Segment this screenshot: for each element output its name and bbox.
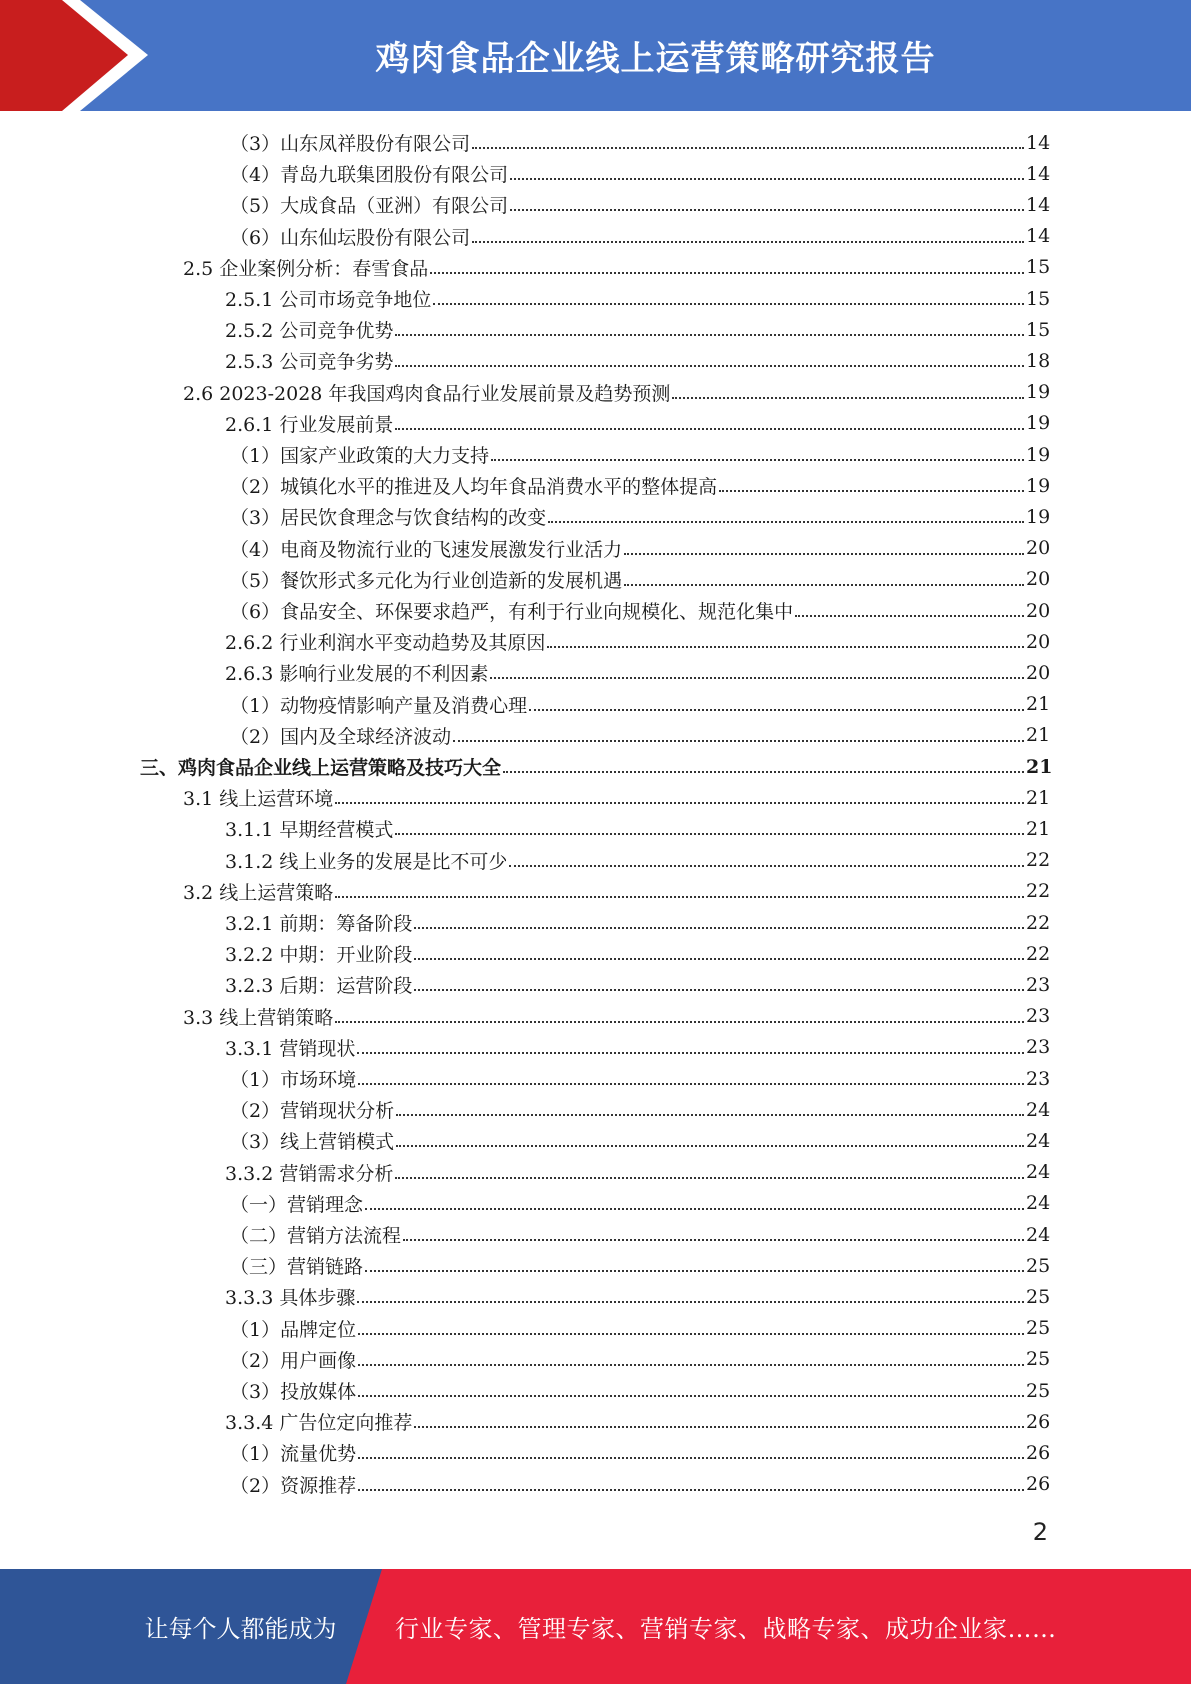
toc-entry[interactable]: [0, 564, 1191, 595]
toc-page-number: 24: [1026, 1192, 1051, 1215]
toc-entry[interactable]: [0, 751, 1191, 782]
footer-slogan-right: 行业专家、管理专家、营销专家、战略专家、成功企业家……: [395, 1615, 1057, 1643]
toc-dot-leader: [414, 926, 1024, 929]
toc-entry[interactable]: [0, 1157, 1191, 1188]
toc-entry[interactable]: [0, 1188, 1191, 1219]
toc-entry-title: 3.2.2 中期：开业阶段: [225, 944, 413, 967]
toc-entry[interactable]: [0, 408, 1191, 439]
toc-dot-leader: [357, 1051, 1024, 1054]
toc-entry-title: （2）营销现状分析: [230, 1100, 395, 1123]
toc-page-number: 15: [1026, 318, 1051, 341]
toc-entry[interactable]: [0, 1344, 1191, 1375]
toc-entry[interactable]: [0, 1032, 1191, 1063]
page-number: 2: [1032, 1518, 1048, 1546]
toc-page-number: 22: [1026, 849, 1051, 872]
toc-entry-title: 2.6.1 行业发展前景: [225, 413, 394, 436]
toc-page-number: 26: [1026, 1410, 1051, 1433]
toc-page-number: 24: [1026, 1129, 1051, 1152]
toc-dot-leader: [395, 832, 1024, 835]
toc-entry[interactable]: [0, 907, 1191, 938]
toc-entry[interactable]: [0, 439, 1191, 470]
toc-page-number: 25: [1026, 1317, 1051, 1340]
toc-dot-leader: [357, 1300, 1024, 1303]
toc-entry[interactable]: [0, 1313, 1191, 1344]
toc-entry-title: 3.3.2 营销需求分析: [225, 1162, 394, 1185]
toc-page-number: 24: [1026, 1223, 1051, 1246]
toc-entry-title: 2.5 企业案例分析：春雪食品: [183, 257, 429, 280]
toc-entry[interactable]: [0, 189, 1191, 220]
toc-entry-title: 三、鸡肉食品企业线上运营策略及技巧大全: [140, 757, 502, 779]
toc-page-number: 19: [1026, 443, 1051, 466]
toc-entry[interactable]: [0, 720, 1191, 751]
toc-entry[interactable]: [0, 1094, 1191, 1125]
toc-page-number: 21: [1026, 693, 1051, 716]
toc-entry[interactable]: [0, 689, 1191, 720]
toc-dot-leader: [472, 146, 1024, 149]
toc-dot-leader: [547, 645, 1024, 648]
toc-entry-title: 3.3 线上营销策略: [183, 1006, 334, 1029]
toc-dot-leader: [335, 895, 1024, 898]
toc-entry[interactable]: [0, 969, 1191, 1000]
toc-dot-leader: [414, 957, 1024, 960]
toc-page-number: 22: [1026, 911, 1051, 934]
toc-dot-leader: [472, 240, 1024, 243]
page-header: [0, 0, 1191, 111]
toc-page-number: 24: [1026, 1161, 1051, 1184]
toc-dot-leader: [335, 1020, 1024, 1023]
toc-dot-leader: [433, 302, 1024, 305]
toc-entry[interactable]: [0, 1001, 1191, 1032]
toc-dot-leader: [453, 739, 1024, 742]
toc-dot-leader: [414, 988, 1024, 991]
toc-entry[interactable]: [0, 283, 1191, 314]
toc-dot-leader: [365, 1207, 1024, 1210]
toc-entry-title: （1）市场环境: [230, 1069, 357, 1091]
toc-entry-title: 3.2 线上运营策略: [183, 881, 334, 904]
toc-entry[interactable]: [0, 501, 1191, 532]
toc-page-number: 25: [1026, 1254, 1051, 1277]
toc-entry-title: 3.3.3 具体步骤: [225, 1287, 356, 1310]
toc-entry-title: 2.6 2023-2028 年我国鸡肉食品行业发展前景及趋势预测: [183, 382, 671, 405]
toc-page-number: 23: [1026, 1067, 1051, 1090]
toc-dot-leader: [719, 489, 1024, 492]
toc-page-number: 22: [1026, 942, 1051, 965]
toc-dot-leader: [365, 1269, 1024, 1272]
toc-entry-title: （2）资源推荐: [230, 1474, 357, 1497]
toc-dot-leader: [529, 708, 1024, 711]
toc-page-number: 25: [1026, 1379, 1051, 1402]
toc-dot-leader: [509, 864, 1024, 867]
toc-entry-title: 3.1.1 早期经营模式: [225, 819, 394, 842]
toc-dot-leader: [430, 271, 1024, 274]
toc-dot-leader: [358, 1456, 1024, 1459]
toc-entry-title: （1）流量优势: [230, 1443, 357, 1466]
toc-entry[interactable]: [0, 1469, 1191, 1500]
toc-entry-title: （2）用户画像: [230, 1349, 357, 1372]
toc-entry[interactable]: [0, 1125, 1191, 1156]
toc-page-number: 21: [1026, 724, 1051, 747]
toc-entry[interactable]: [0, 845, 1191, 876]
toc-dot-leader: [358, 1488, 1024, 1491]
toc-entry-title: （一）营销理念: [230, 1193, 364, 1216]
toc-entry-title: （4）电商及物流行业的飞速发展激发行业活力: [230, 538, 623, 561]
toc-entry-title: （5）大成食品（亚洲）有限公司: [230, 195, 509, 218]
toc-page-number: 15: [1026, 256, 1051, 279]
toc-entry[interactable]: [0, 314, 1191, 345]
toc-page-number: 23: [1026, 1005, 1051, 1028]
toc-dot-leader: [548, 520, 1024, 523]
toc-entry-title: （3）居民饮食理念与饮食结构的改变: [230, 507, 547, 530]
toc-entry-title: 2.5.1 公司市场竞争地位: [225, 289, 432, 311]
toc-entry[interactable]: [0, 626, 1191, 657]
toc-entry-title: （2）城镇化水平的推进及人均年食品消费水平的整体提高: [230, 476, 718, 499]
toc-entry-title: 2.5.3 公司竞争劣势: [225, 351, 394, 374]
page-footer: [0, 1569, 1191, 1684]
toc-entry-title: （1）国家产业政策的大力支持: [230, 445, 490, 467]
toc-entry[interactable]: [0, 938, 1191, 969]
toc-entry[interactable]: [0, 1281, 1191, 1312]
toc-entry-title: 3.3.4 广告位定向推荐: [225, 1412, 413, 1435]
toc-page-number: 15: [1026, 287, 1051, 310]
toc-page-number: 25: [1026, 1348, 1051, 1371]
toc-dot-leader: [395, 1176, 1024, 1179]
toc-page-number: 23: [1026, 1036, 1051, 1059]
toc-page-number: 23: [1026, 973, 1051, 996]
toc-page-number: 19: [1026, 412, 1051, 435]
toc-page-number: 18: [1026, 349, 1051, 372]
toc-dot-leader: [624, 583, 1024, 586]
toc-entry[interactable]: [0, 657, 1191, 688]
toc-dot-leader: [358, 1082, 1024, 1085]
toc-entry-title: （2）国内及全球经济波动: [230, 725, 452, 748]
toc-entry[interactable]: [0, 345, 1191, 376]
toc-entry-title: （三）营销链路: [230, 1256, 364, 1279]
toc-dot-leader: [395, 427, 1024, 430]
toc-dot-leader: [624, 552, 1024, 555]
toc-dot-leader: [395, 364, 1024, 367]
toc-dot-leader: [396, 1113, 1024, 1116]
toc-entry-title: （1）动物疫情影响产量及消费心理: [230, 694, 528, 717]
toc-entry[interactable]: [0, 533, 1191, 564]
toc-entry-title: 2.5.2 公司竞争优势: [225, 320, 394, 343]
toc-page-number: 21: [1026, 786, 1051, 809]
toc-entry[interactable]: [0, 158, 1191, 189]
toc-page-number: 20: [1026, 661, 1051, 684]
toc-entry-title: 2.6.2 行业利润水平变动趋势及其原因: [225, 632, 546, 655]
toc-entry-title: 2.6.3 影响行业发展的不利因素: [225, 663, 489, 686]
toc-page-number: 20: [1026, 630, 1051, 653]
toc-dot-leader: [510, 177, 1024, 180]
toc-entry[interactable]: [0, 252, 1191, 283]
toc-page-number: 24: [1026, 1098, 1051, 1121]
toc-dot-leader: [795, 614, 1024, 617]
toc-entry[interactable]: [0, 1375, 1191, 1406]
toc-entry[interactable]: [0, 1063, 1191, 1094]
toc-dot-leader: [396, 1144, 1024, 1147]
toc-dot-leader: [358, 1332, 1024, 1335]
toc-dot-leader: [503, 770, 1024, 773]
toc-entry-title: （3）山东凤祥股份有限公司: [230, 133, 471, 155]
toc-entry[interactable]: [0, 221, 1191, 252]
toc-dot-leader: [403, 1238, 1024, 1241]
toc-dot-leader: [335, 801, 1024, 804]
toc-page-number: 20: [1026, 599, 1051, 622]
toc-page-number: 22: [1026, 880, 1051, 903]
toc-page-number: 25: [1026, 1285, 1051, 1308]
toc-entry-title: （6）山东仙坛股份有限公司: [230, 226, 471, 249]
toc-entry[interactable]: [0, 1250, 1191, 1281]
toc-entry[interactable]: [0, 1437, 1191, 1468]
toc-entry-title: （6）食品安全、环保要求趋严，有利于行业向规模化、规范化集中: [230, 601, 794, 623]
toc-page-number: 19: [1026, 505, 1051, 528]
toc-entry-title: 3.2.1 前期：筹备阶段: [225, 913, 413, 935]
toc-dot-leader: [358, 1363, 1024, 1366]
toc-dot-leader: [490, 676, 1024, 679]
toc-page-number: 26: [1026, 1441, 1051, 1464]
toc-dot-leader: [510, 208, 1024, 211]
toc-page-number: 26: [1026, 1473, 1051, 1496]
toc-page-number: 21: [1026, 817, 1051, 840]
toc-entry[interactable]: [0, 1406, 1191, 1437]
toc-dot-leader: [395, 333, 1024, 336]
toc-page-number: 14: [1026, 225, 1051, 248]
toc-entry[interactable]: [0, 813, 1191, 844]
header-chevron-decoration: [0, 0, 160, 111]
toc-entry[interactable]: [0, 782, 1191, 813]
toc-entry-title: 3.1.2 线上业务的发展是比不可少: [225, 850, 508, 873]
toc-page-number: 20: [1026, 568, 1051, 591]
toc-page-number: 14: [1026, 193, 1051, 216]
toc-entry-title: （二）营销方法流程: [230, 1225, 402, 1247]
toc-dot-leader: [414, 1425, 1024, 1428]
toc-dot-leader: [491, 458, 1024, 461]
toc-entry-title: （4）青岛九联集团股份有限公司: [230, 164, 509, 187]
toc-page-number: 19: [1026, 381, 1051, 404]
toc-entry[interactable]: [0, 127, 1191, 158]
toc-dot-leader: [358, 1394, 1024, 1397]
toc-entry[interactable]: [0, 470, 1191, 501]
toc-entry[interactable]: [0, 595, 1191, 626]
toc-page-number: 14: [1026, 131, 1051, 154]
toc-page-number: 21: [1026, 755, 1053, 778]
toc-entry[interactable]: [0, 1219, 1191, 1250]
document-title: 鸡肉食品企业线上运营策略研究报告: [375, 39, 936, 79]
footer-slogan-left: 让每个人都能成为: [144, 1615, 337, 1643]
toc-entry-title: （3）投放媒体: [230, 1381, 357, 1403]
toc-entry-title: 3.2.3 后期：运营阶段: [225, 975, 413, 998]
toc-dot-leader: [672, 396, 1024, 399]
toc-entry[interactable]: [0, 377, 1191, 408]
toc-entry-title: （1）品牌定位: [230, 1318, 357, 1341]
toc-entry-title: （5）餐饮形式多元化为行业创造新的发展机遇: [230, 569, 623, 592]
toc-page-number: 14: [1026, 162, 1051, 185]
toc-entry-title: 3.1 线上运营环境: [183, 788, 334, 811]
toc-entry-title: 3.3.1 营销现状: [225, 1037, 356, 1060]
toc-page-number: 19: [1026, 474, 1051, 497]
toc-page-number: 20: [1026, 537, 1051, 560]
toc-entry-title: （3）线上营销模式: [230, 1131, 395, 1154]
toc-entry[interactable]: [0, 876, 1191, 907]
